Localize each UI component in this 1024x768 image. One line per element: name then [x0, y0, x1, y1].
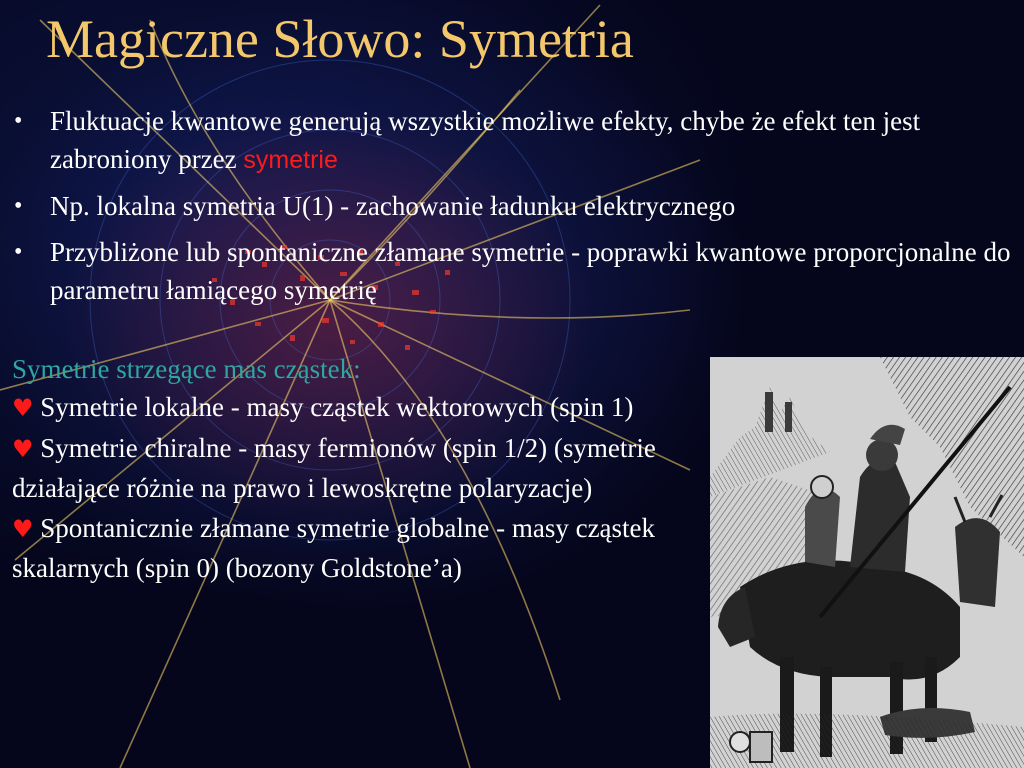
section-item-text: Spontanicznie złamane symetrie globalne - masy cząstek skalarnych (spin 0) (bozony Goldstone’a) [12, 512, 656, 583]
heart-icon: ♥ [12, 514, 34, 543]
bullet-list [12, 102, 1012, 317]
bullet-text: Przybliżone lub spontaniczne złamane symetrie - poprawki kwantowe proporcjonalne do parametru łamiącego symetrię [50, 237, 1011, 305]
section-item [12, 509, 717, 589]
bullet-text: Np. lokalna symetria U(1) - zachowanie ładunku elektrycznego [50, 191, 736, 221]
bullet-item [12, 102, 1012, 179]
symetrie-highlight: symetrie [243, 146, 338, 174]
slide-title: Magiczne Słowo: Symetria [46, 9, 634, 69]
bullet-text: Fluktuacje kwantowe generują wszystkie możliwe efekty, chybe że efekt ten jest zabroniony przez [50, 106, 921, 174]
section-item [12, 388, 717, 429]
engraving-illustration [710, 357, 1024, 768]
section-item-text: Symetrie lokalne - masy cząstek wektorowych (spin 1) [33, 392, 634, 422]
bullet-marker: • [14, 239, 23, 265]
bullet-item [12, 187, 1012, 225]
knight-engraving-image [710, 357, 1024, 768]
symmetry-section [12, 350, 717, 589]
heart-icon: ♥ [12, 434, 34, 463]
section-item-text: Symetrie chiralne - masy fermionów (spin 1/2) (symetrie działające różnie na prawo i lewoskrętne polaryzacje) [12, 432, 656, 503]
bullet-marker: • [14, 193, 23, 219]
bullet-item [12, 233, 1012, 309]
bullet-marker: • [14, 108, 23, 134]
heart-icon: ♥ [12, 394, 34, 422]
section-heading: Symetrie strzegące mas cząstek: [12, 354, 361, 384]
section-item [12, 429, 717, 509]
